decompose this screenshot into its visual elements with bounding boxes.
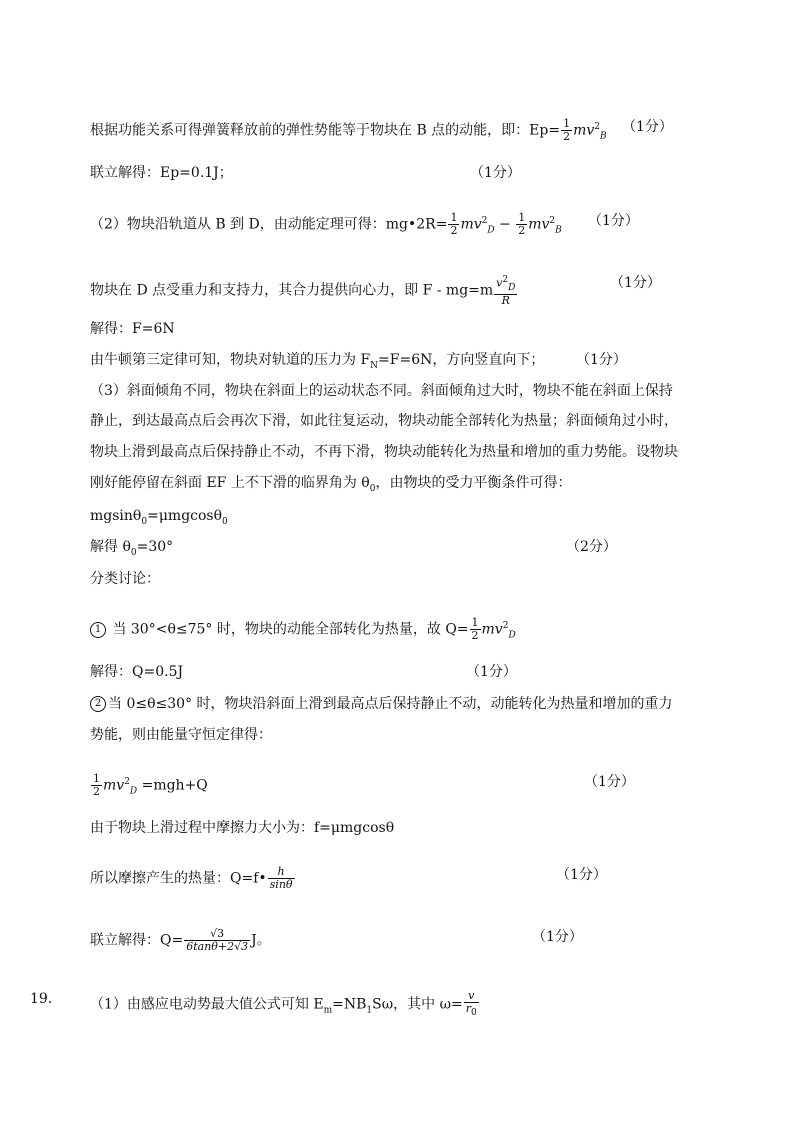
score-6: （1分） [576, 352, 627, 368]
score-2: （1分） [470, 165, 521, 181]
text-line-5: 解得：F=6N [90, 321, 175, 337]
text-line-20: 所以摩擦产生的热量：Q=f• $\frac{h}{\sin\theta}$ [90, 865, 293, 891]
text-line-22: 19． （1）由感应电动势最大值公式可知 $E_m=NB_1S\omega$，其中 ω= $\frac{v}{r_0}$ [30, 989, 477, 1019]
score-15: （1分） [466, 664, 517, 680]
score-3: （1分） [588, 213, 639, 229]
text-line-16: 2 当 0≤θ≤30° 时，物块沿斜面上滑到最高点后保持静止不动，动能转化为热量和增加的重力 [90, 695, 673, 713]
text-line-4: 物块在 D 点受重力和支持力，其合力提供向心力，即 F - mg=m $\frac{v^2_D}{R}$ [90, 275, 516, 307]
text-line-6: 由牛顿第三定律可知，物块对轨道的压力为 $F_N=F=6N$，方向竖直向下； [90, 352, 545, 371]
score-18: （1分） [584, 774, 635, 790]
circled-number-2: 2 [90, 696, 106, 712]
score-1: （1分） [622, 119, 673, 135]
text-line-17: 势能，则由能量守恒定律得： [90, 727, 272, 743]
text-line-2: 联立解得：Ep=0.1J； [90, 165, 233, 181]
text-line-15: 解得：Q=0.5J [90, 664, 184, 680]
text-line-11: mgsinθ$_0$=μmgcosθ$_0$ [90, 508, 228, 527]
score-4: （1分） [610, 275, 661, 291]
text-line-14: 1 当 30°<θ≤75° 时，物块的动能全部转化为热量，故 Q= $\frac{1}{2}$ $mv^2_D$ [90, 617, 516, 644]
score-12: （2分） [566, 539, 617, 555]
fraction-half: $\frac{1}{2}$ [563, 117, 571, 144]
text-line-18: $\frac{1}{2}$ $mv^2_D =mgh+Q$ [93, 772, 208, 799]
text-line-10: 刚好能停留在斜面 EF 上不下滑的临界角为 $\theta_0$，由物块的受力平衡条件可得： [90, 475, 572, 494]
text-line-1: 根据功能关系可得弹簧释放前的弹性势能等于物块在 B 点的动能，即：Ep= $\frac{1}{2}$ $mv^2_B$ [90, 117, 607, 144]
text-line-8: 静止，到达最高点后会再次下滑，如此往复运动，物块动能全部转化为热量；斜面倾角过小时， [90, 413, 678, 429]
text-line-7: （3）斜面倾角不同，物块在斜面上的运动状态不同。斜面倾角过大时，物块不能在斜面上保持 [90, 383, 673, 399]
score-20: （1分） [556, 867, 607, 883]
text-line-3: （2）物块沿轨道从 B 到 D，由动能定理可得：mg•2R= $\frac{1}{2}$ $mv^2_D$ − $\frac{1}{2}$ $mv^2_B$ [90, 211, 562, 238]
text-line-12: 解得 $\theta_0=30^\circ$ [90, 539, 174, 558]
text-line-19: 由于物块上滑过程中摩擦力大小为：f=μmgcosθ [90, 820, 395, 836]
text-line-13: 分类讨论： [90, 571, 160, 587]
question-number: 19． [30, 991, 62, 1007]
text-line-21: 联立解得：Q= $\frac{√3}{6\tan\theta+2√3}$ J。 [90, 927, 271, 953]
text-line-9: 物块上滑到最高点后保持静止不动，不再下滑，物块动能转化为热量和增加的重力势能。设物块 [90, 444, 678, 460]
circled-number-1: 1 [90, 622, 106, 638]
score-21: （1分） [532, 929, 583, 945]
